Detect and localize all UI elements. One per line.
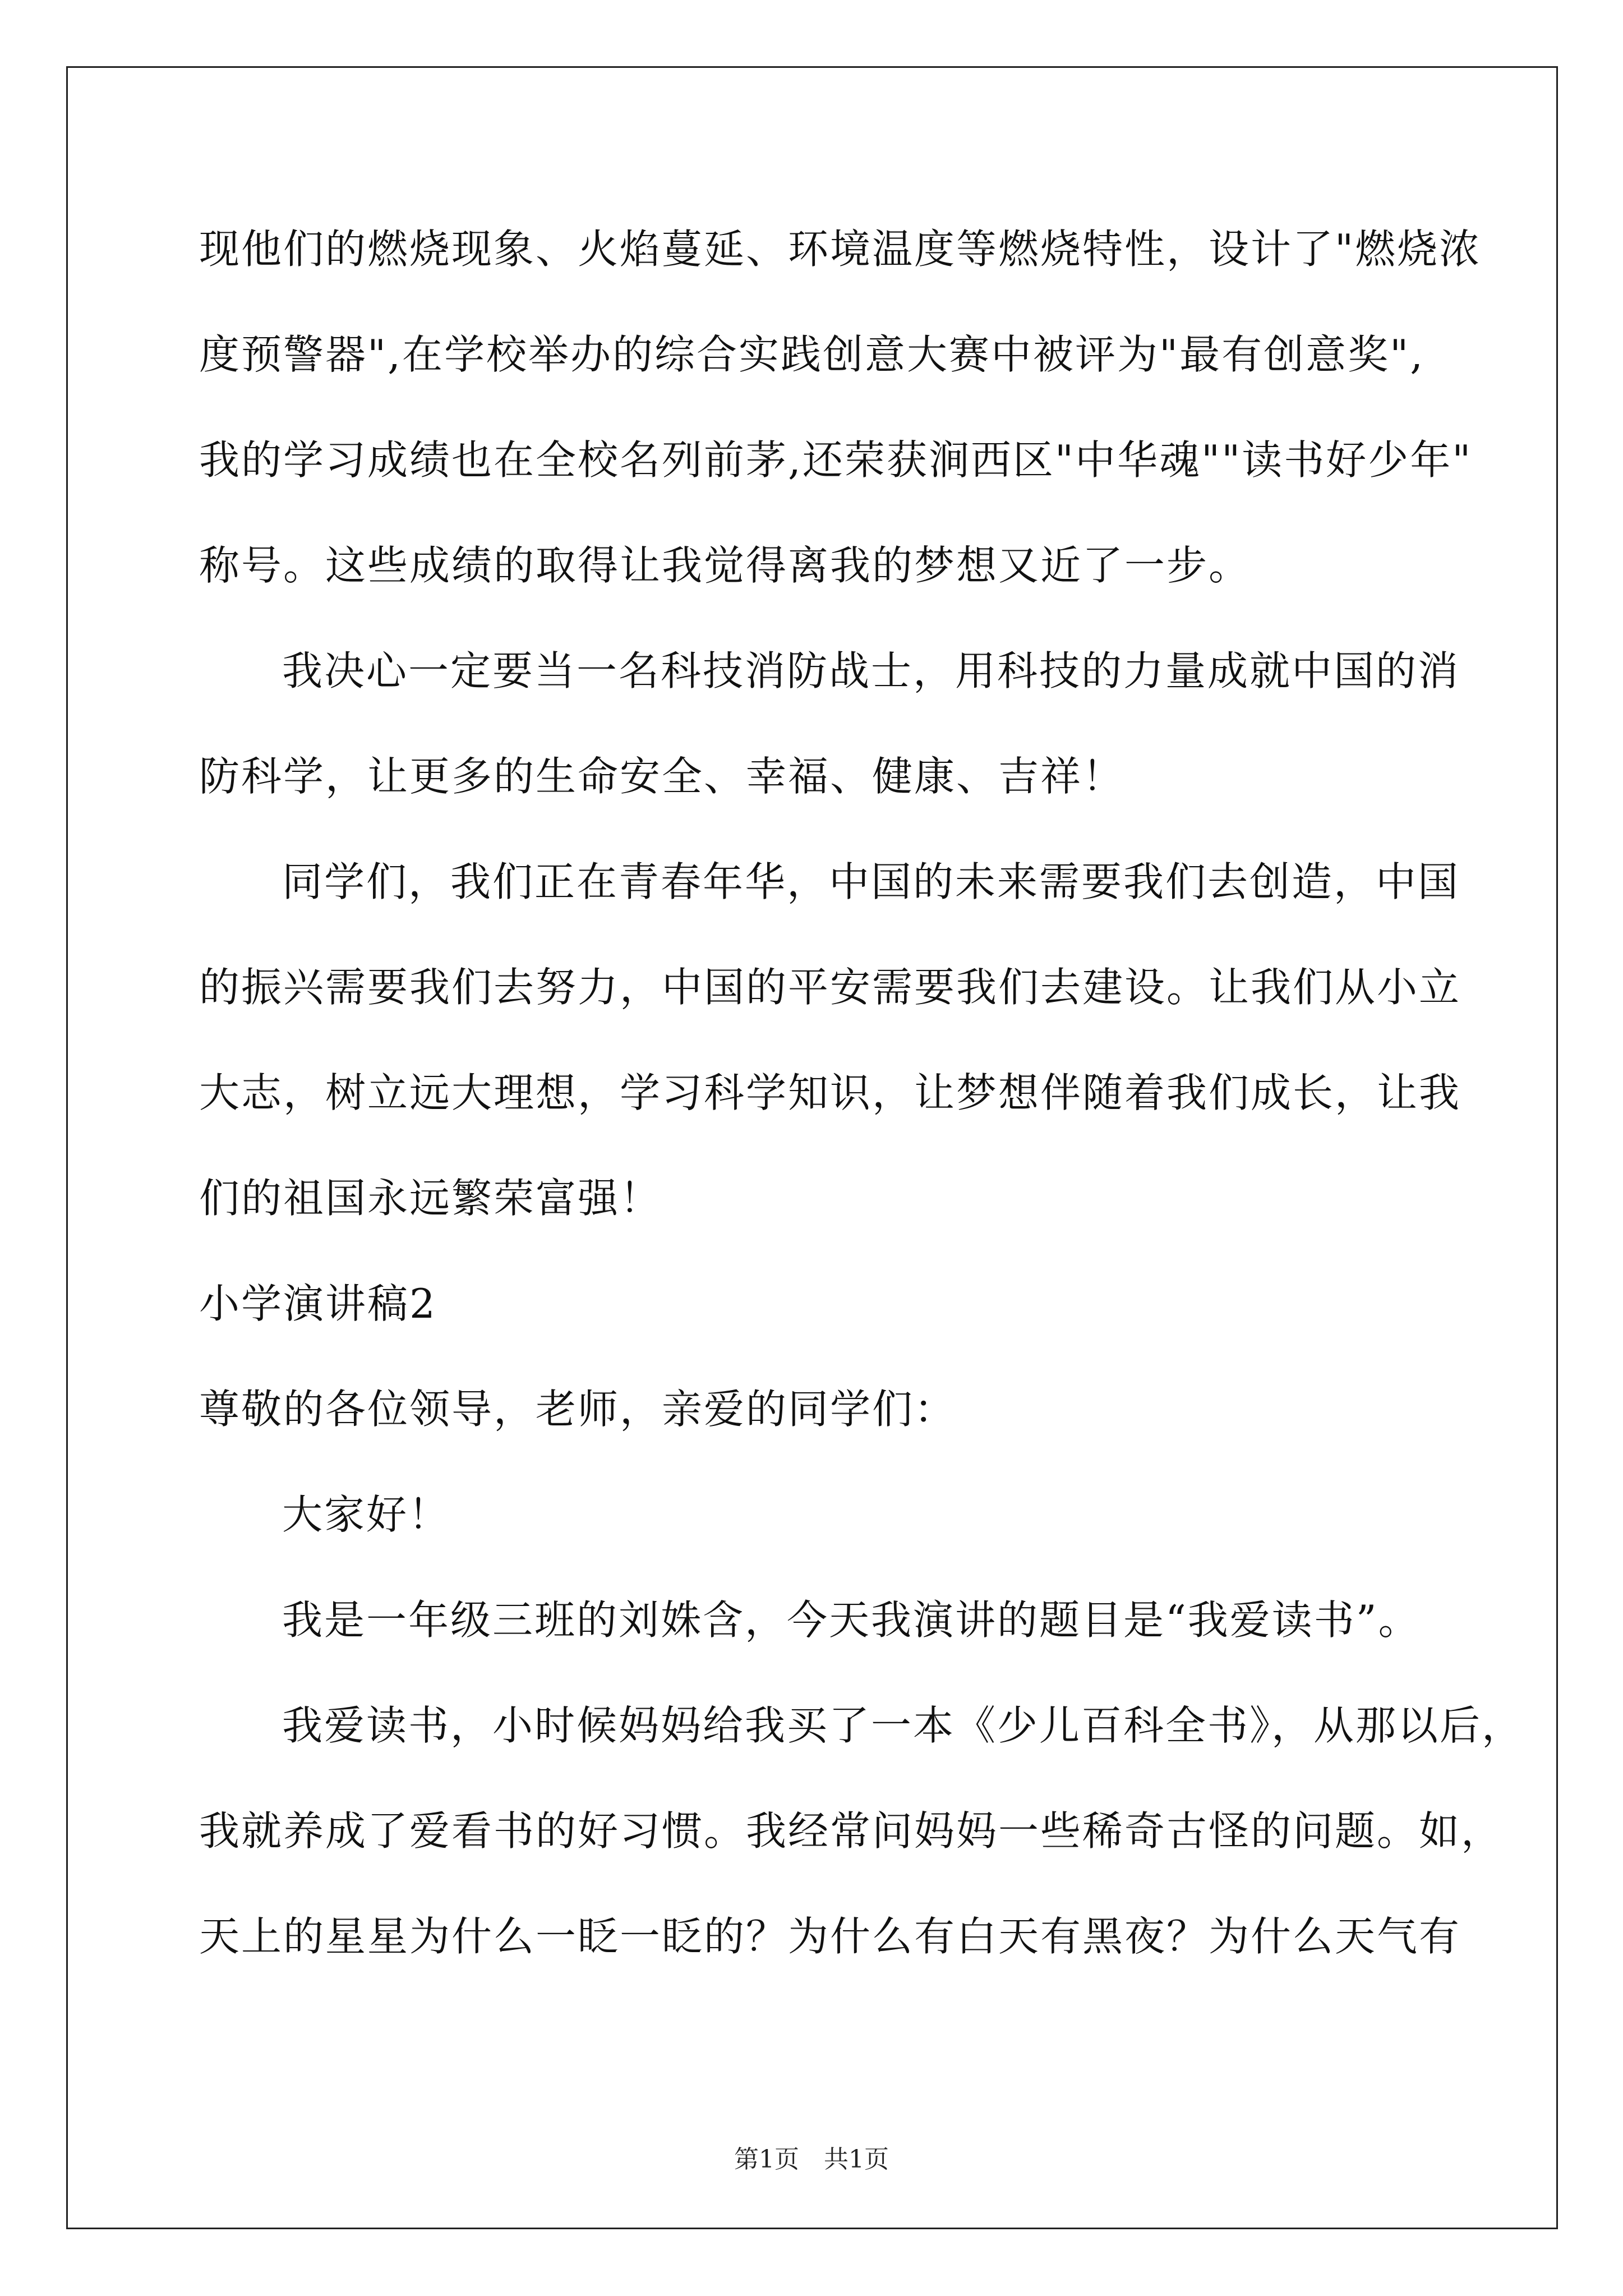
text-line: 称号。这些成绩的取得让我觉得离我的梦想又近了一步。 [199,542,1251,589]
text-line: 我就养成了爱看书的好习惯。我经常问妈妈一些稀奇古怪的问题。如， [199,1807,1504,1855]
text-line: 我爱读书，小时候妈妈给我买了一本《少儿百科全书》，从那以后， [282,1702,1524,1749]
text-line: 天上的星星为什么一眨一眨的？为什么有白天有黑夜？为什么天气有 [199,1913,1461,1960]
page-footer: 第1页 共1页 [734,2145,889,2174]
text-line: 的振兴需要我们去努力，中国的平安需要我们去建设。让我们从小立 [199,964,1461,1011]
text-line: 防科学，让更多的生命安全、幸福、健康、吉祥！ [199,753,1125,800]
document-body [199,196,1524,1989]
text-line: 大家好！ [282,1491,451,1538]
text-line: 大志，树立远大理想，学习科学知识，让梦想伴随着我们成长，让我 [199,1069,1461,1116]
text-line: 尊敬的各位领导，老师，亲爱的同学们： [199,1386,957,1433]
text-line: 现他们的燃烧现象、火焰蔓延、环境温度等燃烧特性，设计了"燃烧浓 [199,226,1482,273]
text-line: 我的学习成绩也在全校名列前茅,还荣获涧西区"中华魂""读书好少年" [199,436,1473,484]
text-line: 们的祖国永远繁荣富强！ [199,1175,662,1222]
text-line: 我是一年级三班的刘姝含，今天我演讲的题目是“我爱读书”。 [282,1596,1421,1644]
text-line: 度预警器",在学校举办的综合实践创意大赛中被评为"最有创意奖", [199,331,1425,378]
text-line: 同学们，我们正在青春年华，中国的未来需要我们去创造，中国 [282,858,1460,905]
text-line: 我决心一定要当一名科技消防战士，用科技的力量成就中国的消 [282,647,1460,694]
text-line: 小学演讲稿2 [199,1280,437,1327]
